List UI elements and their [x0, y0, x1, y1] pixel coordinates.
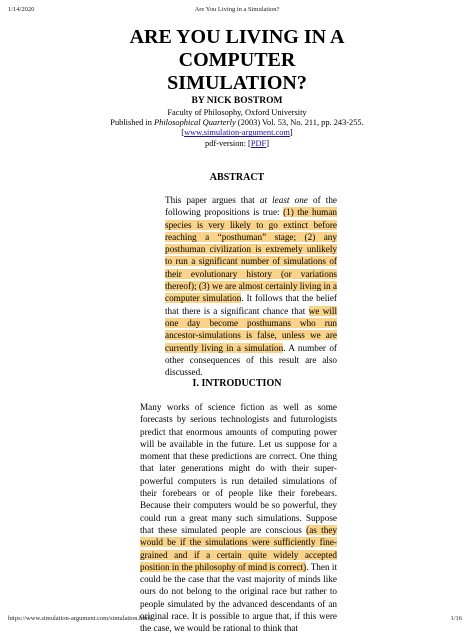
highlighted-text: we will one day become posthumans who run ancestor-simulations is false, unless we are currently living in a simulation — [165, 305, 337, 353]
page-number: 1/16 — [450, 615, 462, 622]
affiliation: Faculty of Philosophy, Oxford University — [167, 108, 307, 117]
abstract-heading: ABSTRACT — [209, 172, 265, 183]
title-line: SIMULATION? — [167, 72, 307, 94]
pdf-line: pdf-version: [PDF] — [205, 138, 269, 148]
highlighted-text: (as they would be if the simulations were sufficiently fine-grained and if a certain quite widely accepted position in the philosophy of mind is correct) — [140, 524, 337, 572]
print-url: https://www.simulation-argument.com/simulation.html — [8, 615, 151, 622]
body-text: of the following propositions is true: — [165, 195, 338, 218]
pdf-link[interactable]: PDF — [250, 138, 267, 148]
title-line: COMPUTER — [178, 49, 296, 71]
body-text: This paper argues that — [165, 195, 260, 205]
body-text: . Then it could be the case that the vast majority of minds like ours do not belong to the original race but rather to people simulated by the advanced descendants of an original race. It is possible to argue that, if this were the case, we would be rational to think that — [140, 561, 337, 634]
print-date: 1/14/2020 — [8, 6, 35, 13]
abstract-paragraph — [165, 194, 337, 378]
body-text: at least one — [259, 195, 308, 205]
body-text: . It follows that the belief that there is a significant chance that — [165, 293, 337, 316]
introduction-heading: I. INTRODUCTION — [192, 378, 282, 389]
print-doc-title: Are You Living in a Simulation? — [194, 6, 280, 13]
author-byline: BY NICK BOSTROM — [191, 96, 283, 106]
title-line: ARE YOU LIVING IN A — [129, 26, 345, 48]
body-text: . A number of other consequences of this result are also discussed. — [165, 342, 337, 378]
journal-name: Philosophical Quarterly — [154, 118, 236, 128]
body-text: Many works of science fiction as well as some forecasts by serious technologists and futurologists predict that enormous amounts of computing power will be available in the future. Let us suppose for a moment that these predictions are correct. One thing that later generations might do with their super-powerful computers is run detailed simulations of their forebears or of people like their forebears. Because their computers would be so powerful, they could run a great many such simulations. Suppose that these simulated people are conscious — [140, 402, 337, 535]
paper-title — [0, 26, 474, 95]
publication-info — [0, 108, 474, 149]
website-link[interactable]: www.simulation-argument.com — [184, 128, 290, 138]
website-line: [www.simulation-argument.com] — [181, 128, 293, 138]
highlighted-text: (1) the human species is very likely to go extinct before reaching a “posthuman” stage; (2) any posthuman civilization is extremely unlikely to run a significant number of simulations of their evolutionary history (or variations thereof); (3) we are almost certainly living in a computer simulation — [165, 207, 337, 304]
introduction-paragraph — [140, 401, 337, 635]
publication-line: Published in Philosophical Quarterly (2003) Vol. 53, No. 211, pp. 243-255. — [110, 118, 364, 128]
